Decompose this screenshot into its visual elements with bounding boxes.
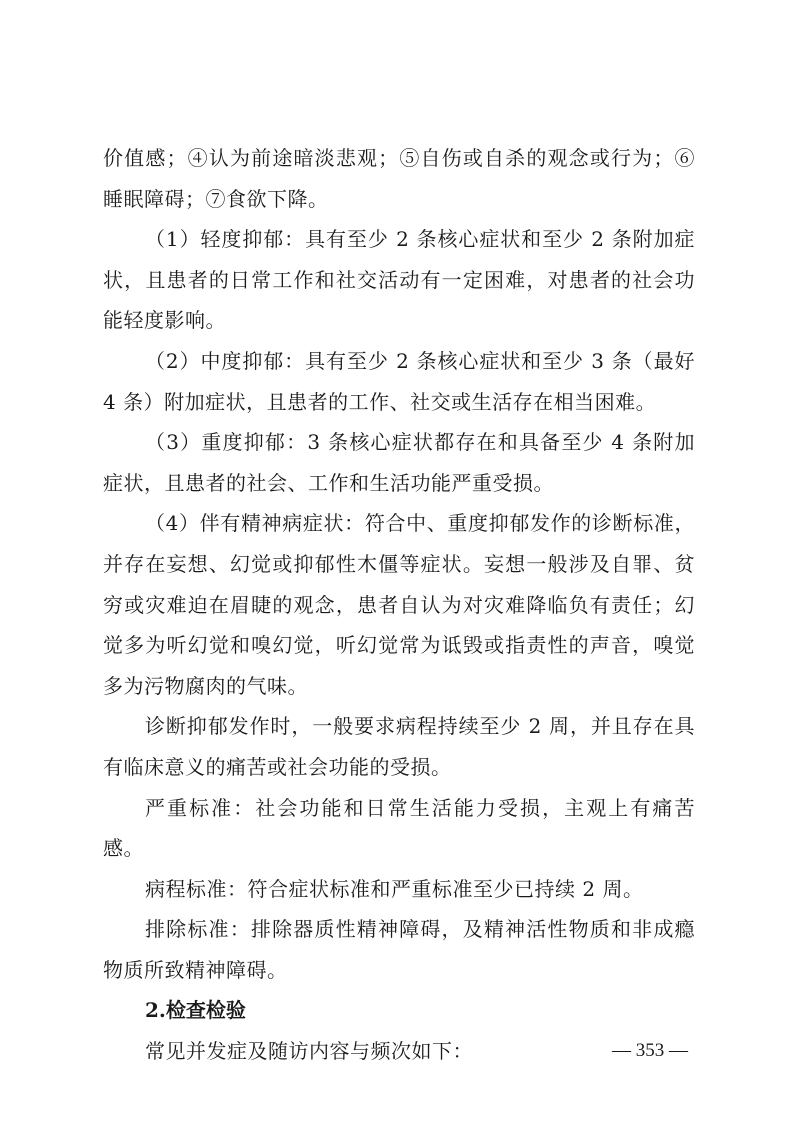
document-body <box>103 138 695 1072</box>
paragraph-psychotic-symptoms: （4）伴有精神病症状：符合中、重度抑郁发作的诊断标准，并存在妄想、幻觉或抑郁性木僵等症状。妄想一般涉及自罪、贫穷或灾难迫在眉睫的观念，患者自认为对灾难降临负有责任；幻觉多为听幻觉和嗅幻觉，听幻觉常为诋毁或指责性的声音，嗅觉多为污物腐肉的气味。 <box>103 511 695 698</box>
paragraph-course-criteria: 病程标准：符合症状标准和严重标准至少已持续 2 周。 <box>145 876 644 901</box>
paragraph-moderate-depression: （2）中度抑郁：具有至少 2 条核心症状和至少 3 条（最好 4 条）附加症状，且患者的工作、社交或生活存在相当困难。 <box>103 348 695 414</box>
paragraph-continuation: 价值感；④认为前途暗淡悲观；⑤自伤或自杀的观念或行为；⑥睡眠障碍；⑦食欲下降。 <box>103 146 695 211</box>
paragraph-diagnosis-duration: 诊断抑郁发作时，一般要求病程持续至少 2 周，并且存在具有临床意义的痛苦或社会功能的受损。 <box>103 714 695 779</box>
paragraph-followup-intro: 常见并发症及随访内容与频次如下： <box>145 1039 473 1064</box>
paragraph-severity-criteria: 严重标准：社会功能和日常生活能力受损，主观上有痛苦感。 <box>103 795 695 861</box>
page-number: — 353 — <box>612 1040 688 1061</box>
paragraph-exclusion-criteria: 排除标准：排除器质性精神障碍，及精神活性物质和非成瘾物质所致精神障碍。 <box>103 917 695 982</box>
paragraph-mild-depression: （1）轻度抑郁：具有至少 2 条核心症状和至少 2 条附加症状，且患者的日常工作和社交活动有一定困难，对患者的社会功能轻度影响。 <box>103 227 695 333</box>
section-heading: 2.检查检验 <box>145 998 246 1023</box>
paragraph-severe-depression: （3）重度抑郁：3 条核心症状都存在和具备至少 4 条附加症状，且患者的社会、工作和生活功能严重受损。 <box>103 430 695 495</box>
